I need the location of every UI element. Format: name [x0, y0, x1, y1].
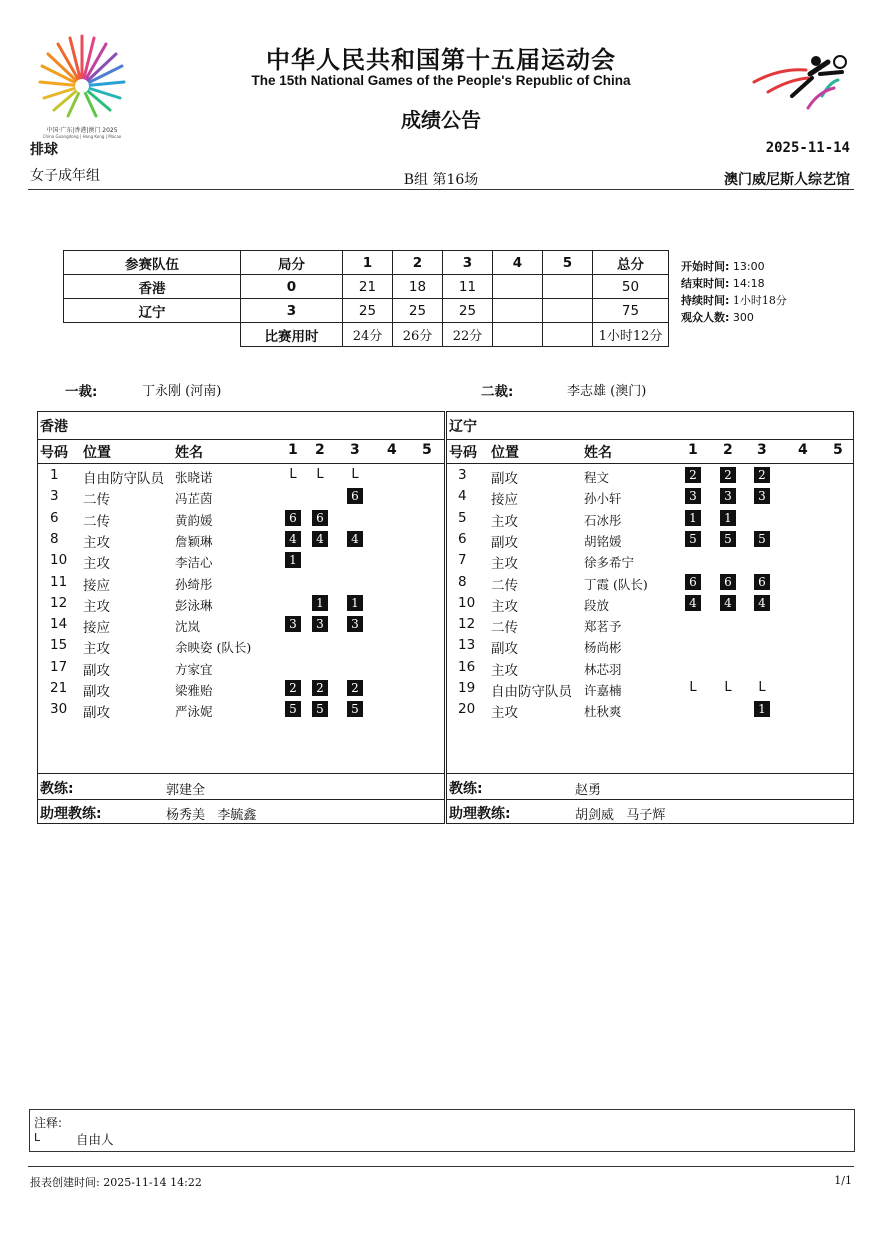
player-name: 张晓诺: [175, 470, 213, 485]
header-set-1: 1: [343, 251, 393, 275]
report-created-time: 报表创建时间: 2025-11-14 14:22: [30, 1176, 202, 1189]
player-number: 5: [458, 509, 467, 526]
player-row: [38, 550, 444, 571]
player-row: [447, 657, 853, 678]
player-row: [38, 529, 444, 550]
player-position: 副攻: [491, 534, 518, 551]
total-points: 75: [593, 299, 669, 323]
starting-position-badge: 4: [685, 595, 701, 611]
venue: 澳门威尼斯人综艺馆: [724, 172, 850, 188]
starting-position-badge: 4: [720, 595, 736, 611]
event-category: 女子成年组: [30, 168, 100, 184]
player-name: 段放: [584, 597, 610, 613]
duration-row: [64, 323, 669, 347]
player-position: 主攻: [491, 705, 518, 722]
libero-marker: L: [289, 467, 297, 482]
starting-position-badge: 5: [720, 531, 736, 547]
roster-header: 号码 位置 姓名 1 2 3 4 5: [40, 442, 432, 461]
spectators: 观众人数: 300: [681, 311, 754, 324]
player-row: [447, 508, 853, 529]
starting-position-badge: 6: [720, 574, 736, 590]
coach-label: 教练:: [449, 781, 483, 797]
starting-position-badge: 2: [754, 467, 770, 483]
starting-position-badge: 6: [312, 510, 328, 526]
player-row: [38, 465, 444, 486]
sport-name: 排球: [30, 142, 58, 158]
player-name: 孙绮彤: [175, 576, 213, 592]
set-score: [543, 275, 593, 299]
starting-position-badge: 2: [285, 680, 301, 696]
player-position: 主攻: [83, 641, 110, 658]
total-points: 50: [593, 275, 669, 299]
notes-text: 自由人: [76, 1132, 114, 1147]
starting-position-badge: 3: [312, 616, 328, 632]
starting-position-badge: 1: [312, 595, 328, 611]
player-row: [447, 678, 853, 699]
group-match: B组 第16场: [403, 172, 479, 188]
libero-marker: L: [724, 680, 732, 695]
player-name: 余映姿 (队长): [175, 640, 252, 656]
player-name: 严泳妮: [175, 704, 213, 720]
player-number: 11: [50, 573, 68, 590]
roster-team-name: 香港: [40, 419, 68, 435]
assistant-coach-label: 助理教练:: [40, 806, 102, 822]
player-row: [447, 486, 853, 507]
player-number: 14: [50, 616, 68, 633]
player-name: 彭泳琳: [175, 597, 213, 613]
libero-marker: L: [351, 467, 359, 482]
set-score: 21: [343, 275, 393, 299]
player-position: 主攻: [83, 534, 110, 551]
player-number: 10: [458, 594, 476, 611]
starting-position-badge: 3: [285, 616, 301, 632]
starting-position-badge: 1: [720, 510, 736, 526]
starting-position-badge: 2: [347, 680, 363, 696]
player-name: 徐多希宁: [584, 555, 635, 571]
duration: 持续时间: 1小时18分: [681, 294, 787, 307]
starting-position-badge: 6: [754, 574, 770, 590]
player-position: 副攻: [83, 684, 110, 700]
player-number: 10: [50, 552, 68, 569]
player-name: 梁雅贻: [175, 683, 213, 698]
starting-position-badge: 3: [685, 488, 701, 504]
player-position: 二传: [83, 513, 110, 530]
starting-position-badge: 4: [754, 595, 770, 611]
player-row: [38, 657, 444, 678]
notes-box: [29, 1109, 855, 1152]
assistant-coach-names: 杨秀美 李毓鑫: [166, 808, 257, 823]
player-number: 20: [458, 701, 476, 718]
starting-position-badge: 6: [685, 574, 701, 590]
player-number: 6: [50, 509, 59, 526]
player-row: [38, 614, 444, 635]
report-title: 成绩公告: [401, 108, 481, 132]
player-position: 主攻: [83, 556, 110, 573]
match-date: 2025-11-14: [765, 140, 850, 156]
player-position: 主攻: [491, 662, 518, 679]
duration-label: 比赛用时: [241, 323, 343, 347]
player-row: [447, 635, 853, 656]
player-row: [38, 593, 444, 614]
player-position: 主攻: [491, 598, 518, 615]
player-name: 黄韵媛: [175, 512, 213, 528]
player-number: 3: [458, 467, 467, 483]
header-total: 总分: [593, 251, 669, 275]
player-name: 林芯羽: [584, 661, 622, 677]
set-score: [543, 299, 593, 323]
player-position: 副攻: [491, 641, 518, 658]
header-sets: 局分: [241, 251, 343, 275]
header-set-5: 5: [543, 251, 593, 275]
player-row: [447, 699, 853, 720]
roster-team-name: 辽宁: [449, 419, 477, 435]
score-header-row: [64, 251, 669, 275]
starting-position-badge: 4: [312, 531, 328, 547]
player-name: 沈岚: [175, 619, 201, 635]
set-duration: [543, 323, 593, 347]
player-number: 30: [50, 701, 68, 718]
set-score: 18: [393, 275, 443, 299]
set-score: 25: [443, 299, 493, 323]
player-position: 主攻: [491, 513, 518, 530]
player-position: 主攻: [83, 598, 110, 615]
starting-position-badge: 5: [754, 531, 770, 547]
header-set-4: 4: [493, 251, 543, 275]
player-row: [38, 508, 444, 529]
player-position: 自由防守队员: [491, 684, 572, 700]
starting-position-badge: 4: [285, 531, 301, 547]
sets-won: 0: [241, 275, 343, 299]
player-row: [38, 635, 444, 656]
notes-label: 注释:: [34, 1116, 63, 1130]
starting-position-badge: 4: [347, 531, 363, 547]
player-position: 二传: [491, 620, 518, 637]
player-name: 孙小轩: [584, 491, 622, 507]
starting-position-badge: 2: [720, 467, 736, 483]
player-number: 6: [458, 530, 467, 547]
player-position: 主攻: [491, 556, 518, 573]
footer-divider: [28, 1166, 854, 1167]
starting-position-badge: 6: [285, 510, 301, 526]
player-row: [447, 529, 853, 550]
starting-position-badge: 2: [685, 467, 701, 483]
set-score: 25: [343, 299, 393, 323]
player-name: 石冰彤: [584, 512, 622, 528]
starting-position-badge: 6: [347, 488, 363, 504]
notes-key: L: [34, 1131, 41, 1144]
player-number: 12: [458, 616, 476, 633]
player-row: [447, 465, 853, 486]
sets-won: 3: [241, 299, 343, 323]
libero-marker: L: [316, 467, 324, 482]
player-position: 自由防守队员: [83, 471, 164, 487]
team-name: 香港: [64, 275, 241, 299]
header-set-3: 3: [443, 251, 493, 275]
set-duration: [493, 323, 543, 347]
player-name: 李洁心: [175, 555, 213, 571]
set-score: 25: [393, 299, 443, 323]
games-title-cn: 中华人民共和国第十五届运动会: [266, 46, 616, 74]
player-row: [447, 593, 853, 614]
set-score: [493, 299, 543, 323]
match-info: [681, 258, 787, 326]
starting-position-badge: 1: [285, 552, 301, 568]
player-position: 二传: [491, 577, 518, 594]
header-divider: [28, 189, 854, 190]
starting-position-badge: 3: [720, 488, 736, 504]
logo-caption-en: China Guangdong | Hong Kong | Macao: [42, 134, 122, 139]
player-number: 3: [50, 488, 59, 505]
player-name: 杨尚彬: [584, 640, 622, 656]
player-number: 16: [458, 658, 476, 675]
player-row: [38, 572, 444, 593]
second-referee: 李志雄 (澳门): [567, 384, 647, 399]
games-title-en: The 15th National Games of the People's Republic of China: [251, 73, 631, 88]
logo-caption: 中国·广东|香港|澳门 2025: [46, 127, 118, 134]
player-name: 郑茗予: [584, 619, 622, 635]
coach-name: 赵勇: [575, 783, 602, 798]
coach-name: 郭建全: [166, 783, 206, 798]
player-row: [38, 699, 444, 720]
starting-position-badge: 1: [685, 510, 701, 526]
player-row: [447, 614, 853, 635]
starting-position-badge: 3: [754, 488, 770, 504]
first-referee: 丁永刚 (河南): [142, 384, 222, 399]
libero-marker: L: [758, 680, 766, 695]
player-number: 8: [458, 573, 467, 590]
player-name: 杜秋爽: [584, 704, 622, 720]
player-number: 19: [458, 680, 476, 696]
second-referee-label: 二裁:: [481, 384, 514, 400]
player-position: 接应: [491, 492, 518, 509]
end-time: 结束时间: 14:18: [681, 277, 765, 290]
player-name: 丁霞 (队长): [584, 576, 648, 592]
player-number: 8: [50, 530, 59, 547]
page-number: 1/1: [834, 1174, 852, 1187]
player-number: 17: [50, 658, 68, 675]
player-number: 21: [50, 680, 68, 696]
starting-position-badge: 5: [685, 531, 701, 547]
player-position: 接应: [83, 577, 110, 594]
player-name: 詹颖琳: [175, 533, 213, 549]
roster-team-b: [446, 411, 854, 824]
roster-team-a: [37, 411, 445, 824]
player-position: 二传: [83, 492, 110, 509]
total-duration: 1小时12分: [593, 323, 669, 347]
player-number: 4: [458, 488, 467, 505]
player-number: 13: [458, 637, 476, 654]
player-row: [38, 678, 444, 699]
player-name: 胡铭媛: [584, 533, 622, 549]
score-row-team-b: [64, 299, 669, 323]
set-duration: 26分: [393, 323, 443, 347]
player-number: 15: [50, 637, 68, 654]
starting-position-badge: 1: [754, 701, 770, 717]
player-row: [38, 486, 444, 507]
first-referee-label: 一裁:: [65, 384, 98, 400]
player-position: 副攻: [83, 662, 110, 679]
score-table: [63, 250, 669, 347]
assistant-coach-names: 胡剑威 马子辉: [575, 808, 666, 823]
player-position: 副攻: [491, 471, 518, 487]
set-duration: 22分: [443, 323, 493, 347]
player-position: 接应: [83, 620, 110, 637]
roster-header: 号码 位置 姓名 1 2 3 4 5: [449, 442, 843, 461]
player-position: 副攻: [83, 705, 110, 722]
set-score: 11: [443, 275, 493, 299]
starting-position-badge: 5: [285, 701, 301, 717]
player-number: 1: [50, 467, 59, 483]
starting-position-badge: 2: [312, 680, 328, 696]
player-name: 冯芷茵: [175, 491, 213, 507]
starting-position-badge: 5: [347, 701, 363, 717]
set-duration: 24分: [343, 323, 393, 347]
header-set-2: 2: [393, 251, 443, 275]
player-row: [447, 550, 853, 571]
starting-position-badge: 5: [312, 701, 328, 717]
player-number: 7: [458, 552, 467, 569]
start-time: 开始时间: 13:00: [681, 260, 765, 273]
libero-marker: L: [689, 680, 697, 695]
assistant-coach-label: 助理教练:: [449, 806, 511, 822]
player-name: 方家宜: [175, 661, 213, 677]
set-score: [493, 275, 543, 299]
player-name: 程文: [584, 470, 610, 485]
team-name: 辽宁: [64, 299, 241, 323]
player-name: 许嘉楠: [584, 683, 622, 698]
score-row-team-a: [64, 275, 669, 299]
header-team: 参赛队伍: [64, 251, 241, 275]
player-number: 12: [50, 594, 68, 611]
starting-position-badge: 3: [347, 616, 363, 632]
player-row: [447, 572, 853, 593]
starting-position-badge: 1: [347, 595, 363, 611]
coach-label: 教练:: [40, 781, 74, 797]
